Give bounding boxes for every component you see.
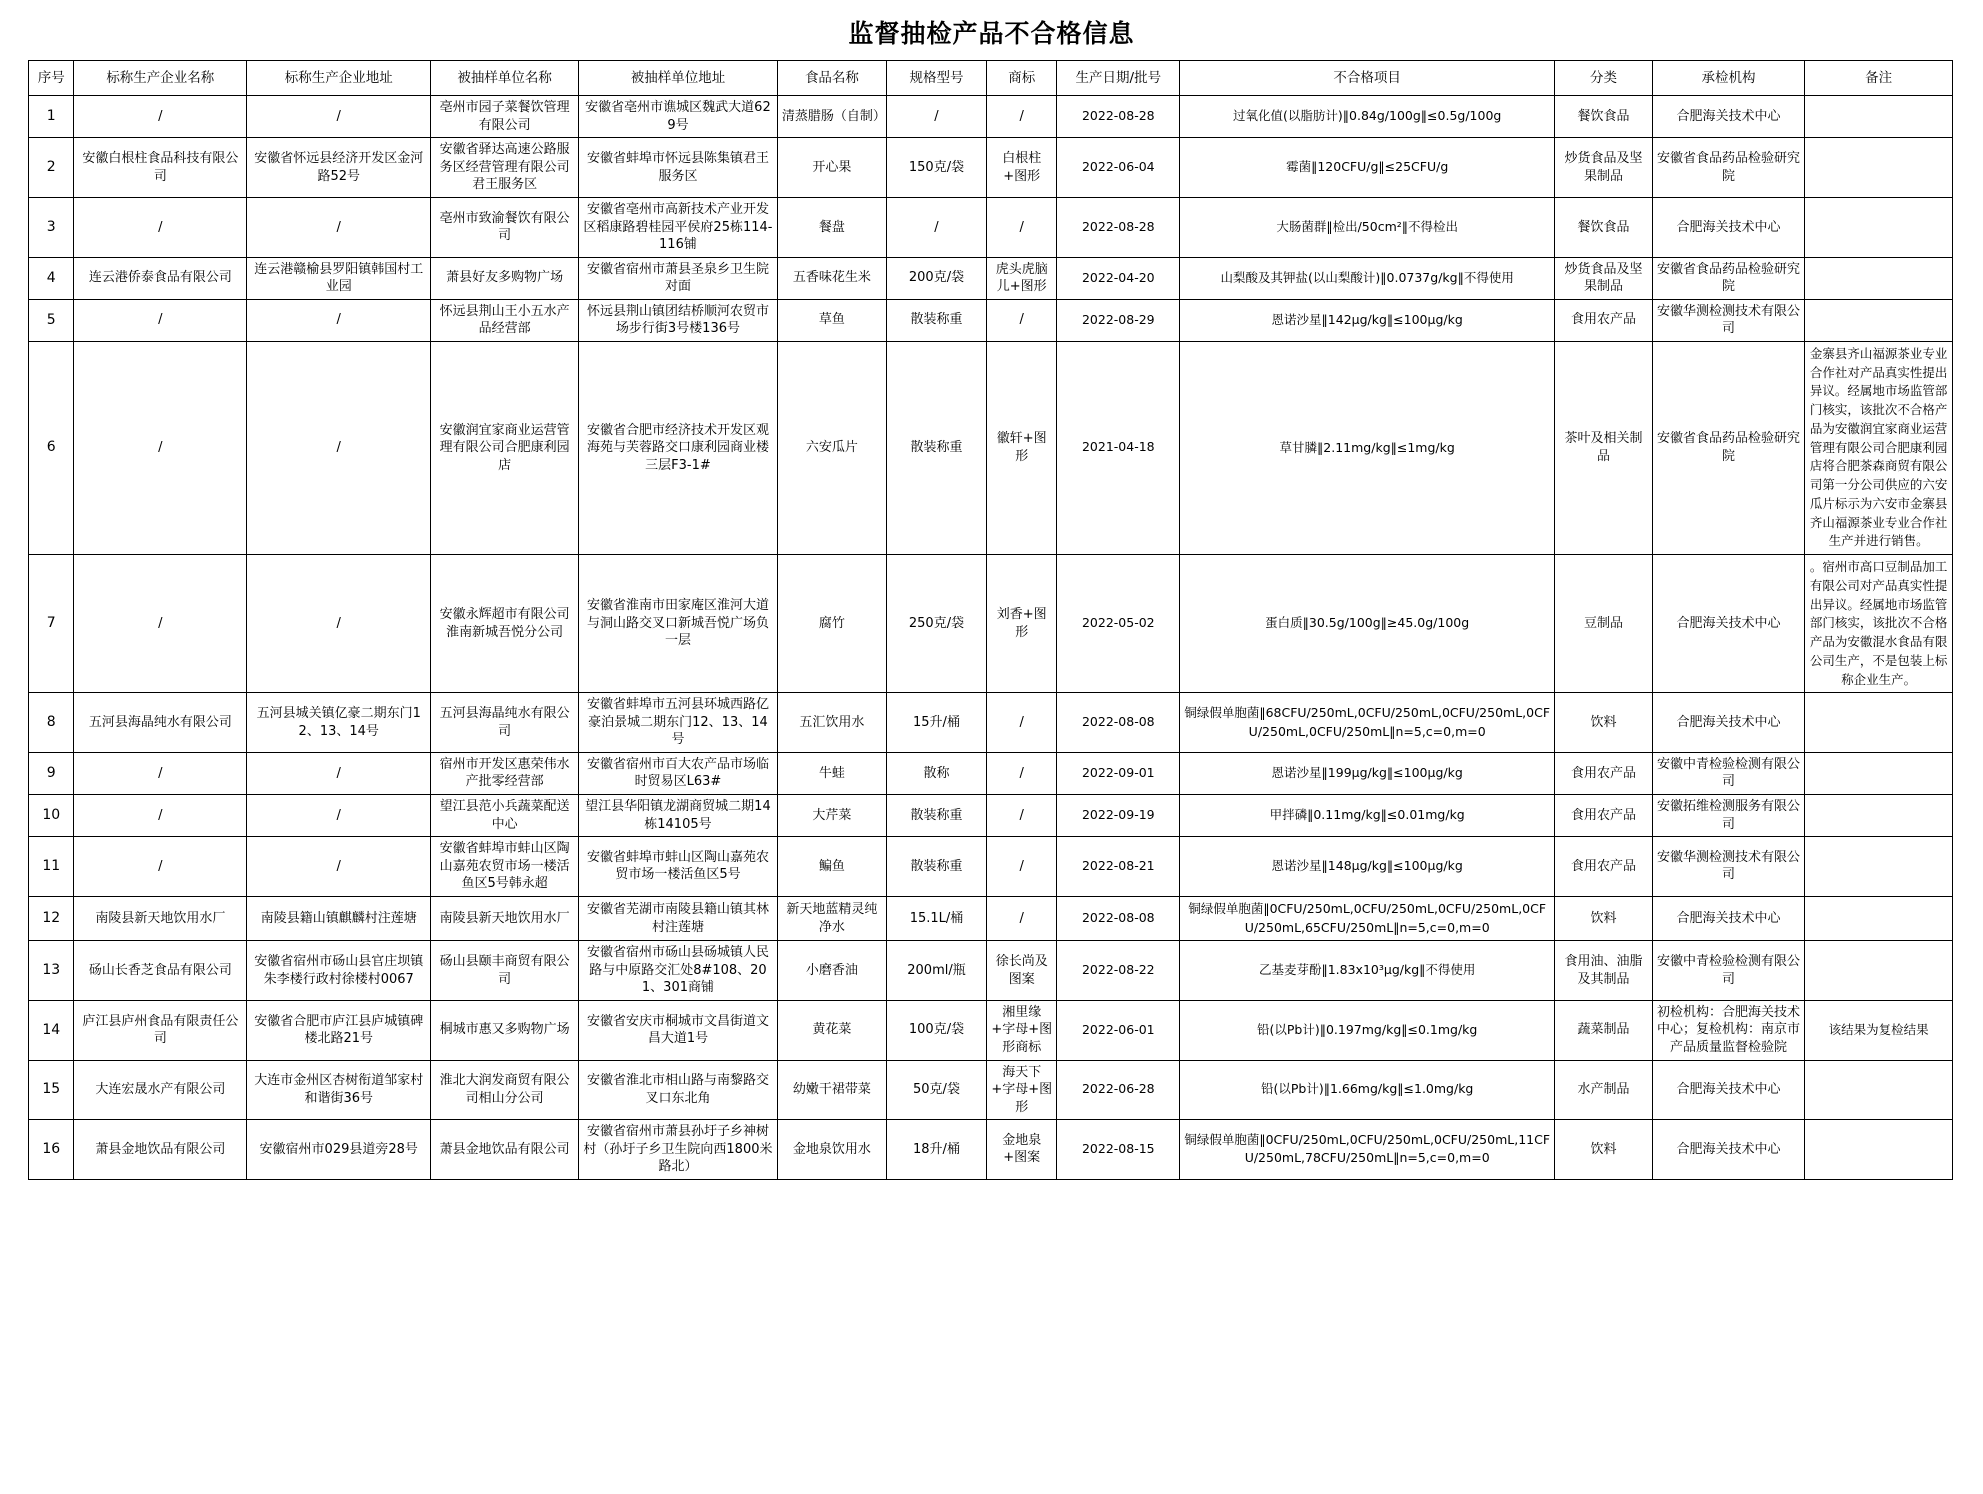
- cell-unqualified-item: 山梨酸及其钾盐(以山梨酸计)‖0.0737g/kg‖不得使用: [1180, 257, 1555, 299]
- cell-spec: 250克/袋: [886, 555, 986, 693]
- cell-production-date: 2022-06-01: [1057, 1000, 1180, 1060]
- cell-producer-address: 安徽省合肥市庐江县庐城镇碑楼北路21号: [247, 1000, 431, 1060]
- cell-spec: 50克/袋: [886, 1060, 986, 1120]
- cell-food-name: 鳊鱼: [777, 837, 886, 897]
- cell-unqualified-item: 恩诺沙星‖199μg/kg‖≤100μg/kg: [1180, 752, 1555, 794]
- cell-brand: 刘香+图形: [986, 555, 1056, 693]
- cell-sampled-unit-address: 安徽省蚌埠市怀远县陈集镇君王服务区: [579, 138, 778, 198]
- cell-food-name: 开心果: [777, 138, 886, 198]
- cell-sampled-unit-name: 淮北大润发商贸有限公司相山分公司: [431, 1060, 579, 1120]
- cell-brand: 湘里缘+字母+图形商标: [986, 1000, 1056, 1060]
- cell-sampled-unit-address: 安徽省蚌埠市五河县环城西路亿豪泊景城二期东门12、13、14号: [579, 693, 778, 753]
- cell-index: 6: [29, 341, 74, 554]
- cell-inspection-agency: 初检机构：合肥海关技术中心；复检机构：南京市产品质量监督检验院: [1652, 1000, 1804, 1060]
- cell-sampled-unit-name: 南陵县新天地饮用水厂: [431, 896, 579, 941]
- cell-unqualified-item: 草甘膦‖2.11mg/kg‖≤1mg/kg: [1180, 341, 1555, 554]
- cell-brand: 徐长尚及图案: [986, 941, 1056, 1001]
- cell-spec: 150克/袋: [886, 138, 986, 198]
- cell-production-date: 2022-08-29: [1057, 299, 1180, 341]
- cell-index: 13: [29, 941, 74, 1001]
- column-header-brand: 商标: [986, 61, 1056, 96]
- cell-sampled-unit-name: 宿州市开发区惠荣伟水产批零经营部: [431, 752, 579, 794]
- cell-food-name: 五汇饮用水: [777, 693, 886, 753]
- cell-spec: /: [886, 197, 986, 257]
- cell-spec: 200ml/瓶: [886, 941, 986, 1001]
- cell-index: 3: [29, 197, 74, 257]
- column-header-remark: 备注: [1805, 61, 1953, 96]
- cell-sampled-unit-name: 亳州市园子菜餐饮管理有限公司: [431, 96, 579, 138]
- table-row: [29, 837, 1953, 897]
- cell-category: 食用农产品: [1555, 795, 1653, 837]
- cell-index: 5: [29, 299, 74, 341]
- column-header-index: 序号: [29, 61, 74, 96]
- cell-remark: [1805, 693, 1953, 753]
- cell-producer-address: 大连市金州区杏树衔道邹家村和谐街36号: [247, 1060, 431, 1120]
- cell-production-date: 2022-08-08: [1057, 896, 1180, 941]
- cell-remark: [1805, 197, 1953, 257]
- cell-remark: 金寨县齐山福源茶业专业合作社对产品真实性提出异议。经属地市场监管部门核实，该批次不合格产品为安徽润宜家商业运营管理有限公司合肥康利园店将合肥茶森商贸有限公司第一分公司供应的六安瓜片标示为六安市金寨县齐山福源茶业专业合作社生产并进行销售。: [1805, 341, 1953, 554]
- cell-unqualified-item: 铜绿假单胞菌‖0CFU/250mL,0CFU/250mL,0CFU/250mL,0CFU/250mL,65CFU/250mL‖n=5,c=0,m=0: [1180, 896, 1555, 941]
- cell-unqualified-item: 乙基麦芽酚‖1.83x10³μg/kg‖不得使用: [1180, 941, 1555, 1001]
- cell-producer-name: 安徽白根柱食品科技有限公司: [74, 138, 247, 198]
- cell-sampled-unit-name: 安徽润宜家商业运营管理有限公司合肥康利园店: [431, 341, 579, 554]
- cell-unqualified-item: 铜绿假单胞菌‖0CFU/250mL,0CFU/250mL,0CFU/250mL,11CFU/250mL,78CFU/250mL‖n=5,c=0,m=0: [1180, 1120, 1555, 1180]
- cell-inspection-agency: 安徽华测检测技术有限公司: [1652, 837, 1804, 897]
- cell-food-name: 大芹菜: [777, 795, 886, 837]
- cell-remark: 。宿州市高口豆制品加工有限公司对产品真实性提出异议。经属地市场监管部门核实，该批次不合格产品为安徽混水食品有限公司生产，不是包装上标称企业生产。: [1805, 555, 1953, 693]
- table-header-row: [29, 61, 1953, 96]
- cell-remark: [1805, 941, 1953, 1001]
- cell-producer-name: /: [74, 197, 247, 257]
- cell-producer-name: 大连宏晟水产有限公司: [74, 1060, 247, 1120]
- cell-sampled-unit-address: 安徽省安庆市桐城市文昌街道文昌大道1号: [579, 1000, 778, 1060]
- cell-production-date: 2022-08-28: [1057, 197, 1180, 257]
- cell-production-date: 2022-08-08: [1057, 693, 1180, 753]
- cell-sampled-unit-name: 亳州市致渝餐饮有限公司: [431, 197, 579, 257]
- cell-inspection-agency: 安徽省食品药品检验研究院: [1652, 138, 1804, 198]
- cell-producer-address: 连云港赣榆县罗阳镇韩国村工业园: [247, 257, 431, 299]
- cell-production-date: 2022-09-01: [1057, 752, 1180, 794]
- cell-spec: /: [886, 96, 986, 138]
- cell-index: 16: [29, 1120, 74, 1180]
- cell-producer-name: 南陵县新天地饮用水厂: [74, 896, 247, 941]
- cell-category: 炒货食品及坚果制品: [1555, 138, 1653, 198]
- cell-spec: 200克/袋: [886, 257, 986, 299]
- cell-remark: [1805, 96, 1953, 138]
- cell-index: 11: [29, 837, 74, 897]
- cell-producer-name: /: [74, 96, 247, 138]
- cell-category: 炒货食品及坚果制品: [1555, 257, 1653, 299]
- column-header-unqualified-item: 不合格项目: [1180, 61, 1555, 96]
- cell-food-name: 幼嫩干裙带菜: [777, 1060, 886, 1120]
- cell-inspection-agency: 合肥海关技术中心: [1652, 1120, 1804, 1180]
- cell-inspection-agency: 合肥海关技术中心: [1652, 1060, 1804, 1120]
- cell-remark: 该结果为复检结果: [1805, 1000, 1953, 1060]
- cell-producer-name: /: [74, 341, 247, 554]
- cell-remark: [1805, 896, 1953, 941]
- inspection-results-table: [28, 60, 1953, 1180]
- cell-producer-name: 五河县海晶纯水有限公司: [74, 693, 247, 753]
- cell-brand: 徽轩+图形: [986, 341, 1056, 554]
- cell-category: 饮料: [1555, 1120, 1653, 1180]
- cell-producer-address: /: [247, 299, 431, 341]
- cell-index: 15: [29, 1060, 74, 1120]
- cell-food-name: 新天地蓝精灵纯净水: [777, 896, 886, 941]
- cell-sampled-unit-address: 安徽省亳州市高新技术产业开发区稻康路碧桂园平侯府25栋114-116铺: [579, 197, 778, 257]
- cell-production-date: 2022-06-28: [1057, 1060, 1180, 1120]
- cell-sampled-unit-name: 望江县范小兵蔬菜配送中心: [431, 795, 579, 837]
- table-row: [29, 197, 1953, 257]
- cell-sampled-unit-name: 萧县金地饮品有限公司: [431, 1120, 579, 1180]
- cell-inspection-agency: 合肥海关技术中心: [1652, 96, 1804, 138]
- cell-spec: 100克/袋: [886, 1000, 986, 1060]
- table-row: [29, 1000, 1953, 1060]
- cell-sampled-unit-address: 安徽省宿州市萧县孙圩子乡神树村（孙圩子乡卫生院向西1800米路北）: [579, 1120, 778, 1180]
- cell-sampled-unit-name: 安徽省蚌埠市蚌山区陶山嘉苑农贸市场一楼活鱼区5号韩永超: [431, 837, 579, 897]
- cell-category: 食用农产品: [1555, 837, 1653, 897]
- cell-category: 豆制品: [1555, 555, 1653, 693]
- cell-producer-address: 五河县城关镇亿豪二期东门12、13、14号: [247, 693, 431, 753]
- column-header-category: 分类: [1555, 61, 1653, 96]
- table-row: [29, 138, 1953, 198]
- cell-producer-name: 砀山长香芝食品有限公司: [74, 941, 247, 1001]
- cell-inspection-agency: 安徽省食品药品检验研究院: [1652, 341, 1804, 554]
- table-row: [29, 341, 1953, 554]
- cell-spec: 18升/桶: [886, 1120, 986, 1180]
- cell-producer-name: /: [74, 299, 247, 341]
- column-header-sampled-unit-address: 被抽样单位地址: [579, 61, 778, 96]
- cell-sampled-unit-address: 安徽省亳州市谯城区魏武大道629号: [579, 96, 778, 138]
- cell-sampled-unit-address: 怀远县荆山镇团结桥顺河农贸市场步行街3号楼136号: [579, 299, 778, 341]
- cell-remark: [1805, 752, 1953, 794]
- cell-unqualified-item: 铅(以Pb计)‖0.197mg/kg‖≤0.1mg/kg: [1180, 1000, 1555, 1060]
- table-row: [29, 257, 1953, 299]
- cell-producer-address: /: [247, 795, 431, 837]
- cell-inspection-agency: 安徽中青检验检测有限公司: [1652, 941, 1804, 1001]
- cell-category: 水产制品: [1555, 1060, 1653, 1120]
- table-row: [29, 693, 1953, 753]
- cell-remark: [1805, 837, 1953, 897]
- cell-sampled-unit-name: 萧县好友多购物广场: [431, 257, 579, 299]
- cell-sampled-unit-name: 桐城市惠又多购物广场: [431, 1000, 579, 1060]
- column-header-food-name: 食品名称: [777, 61, 886, 96]
- cell-inspection-agency: 安徽省食品药品检验研究院: [1652, 257, 1804, 299]
- column-header-production-date: 生产日期/批号: [1057, 61, 1180, 96]
- column-header-spec: 规格型号: [886, 61, 986, 96]
- cell-unqualified-item: 霉菌‖120CFU/g‖≤25CFU/g: [1180, 138, 1555, 198]
- cell-unqualified-item: 铜绿假单胞菌‖68CFU/250mL,0CFU/250mL,0CFU/250mL,0CFU/250mL,0CFU/250mL‖n=5,c=0,m=0: [1180, 693, 1555, 753]
- cell-producer-address: 安徽省怀远县经济开发区金河路52号: [247, 138, 431, 198]
- cell-category: 饮料: [1555, 693, 1653, 753]
- cell-brand: 海天下+字母+图形: [986, 1060, 1056, 1120]
- cell-index: 1: [29, 96, 74, 138]
- cell-producer-name: 萧县金地饮品有限公司: [74, 1120, 247, 1180]
- cell-brand: 虎头虎脑儿+图形: [986, 257, 1056, 299]
- cell-unqualified-item: 过氧化值(以脂肪计)‖0.84g/100g‖≤0.5g/100g: [1180, 96, 1555, 138]
- cell-brand: /: [986, 197, 1056, 257]
- cell-category: 蔬菜制品: [1555, 1000, 1653, 1060]
- cell-spec: 散装称重: [886, 299, 986, 341]
- cell-index: 8: [29, 693, 74, 753]
- cell-inspection-agency: 合肥海关技术中心: [1652, 555, 1804, 693]
- cell-producer-name: 庐江县庐州食品有限责任公司: [74, 1000, 247, 1060]
- cell-inspection-agency: 合肥海关技术中心: [1652, 693, 1804, 753]
- cell-brand: /: [986, 795, 1056, 837]
- cell-food-name: 餐盘: [777, 197, 886, 257]
- cell-index: 2: [29, 138, 74, 198]
- cell-remark: [1805, 299, 1953, 341]
- cell-index: 12: [29, 896, 74, 941]
- cell-sampled-unit-address: 望江县华阳镇龙湖商贸城二期14栋14105号: [579, 795, 778, 837]
- cell-index: 4: [29, 257, 74, 299]
- cell-category: 茶叶及相关制品: [1555, 341, 1653, 554]
- cell-spec: 散装称重: [886, 795, 986, 837]
- cell-sampled-unit-address: 安徽省蚌埠市蚌山区陶山嘉苑农贸市场一楼活鱼区5号: [579, 837, 778, 897]
- cell-inspection-agency: 安徽拓维检测服务有限公司: [1652, 795, 1804, 837]
- cell-spec: 散装称重: [886, 341, 986, 554]
- table-row: [29, 1120, 1953, 1180]
- cell-brand: /: [986, 896, 1056, 941]
- cell-sampled-unit-address: 安徽省淮南市田家庵区淮河大道与洞山路交叉口新城吾悦广场负一层: [579, 555, 778, 693]
- cell-sampled-unit-name: 安徽省驿达高速公路服务区经营管理有限公司君王服务区: [431, 138, 579, 198]
- table-row: [29, 795, 1953, 837]
- table-row: [29, 1060, 1953, 1120]
- cell-production-date: 2022-08-28: [1057, 96, 1180, 138]
- cell-sampled-unit-address: 安徽省宿州市萧县圣泉乡卫生院对面: [579, 257, 778, 299]
- column-header-inspection-agency: 承检机构: [1652, 61, 1804, 96]
- cell-category: 食用农产品: [1555, 752, 1653, 794]
- column-header-producer-name: 标称生产企业名称: [74, 61, 247, 96]
- cell-index: 7: [29, 555, 74, 693]
- cell-food-name: 牛蛙: [777, 752, 886, 794]
- cell-inspection-agency: 安徽中青检验检测有限公司: [1652, 752, 1804, 794]
- cell-inspection-agency: 安徽华测检测技术有限公司: [1652, 299, 1804, 341]
- cell-unqualified-item: 恩诺沙星‖148μg/kg‖≤100μg/kg: [1180, 837, 1555, 897]
- cell-production-date: 2022-06-04: [1057, 138, 1180, 198]
- cell-category: 餐饮食品: [1555, 197, 1653, 257]
- cell-remark: [1805, 257, 1953, 299]
- cell-index: 14: [29, 1000, 74, 1060]
- cell-food-name: 清蒸腊肠（自制）: [777, 96, 886, 138]
- cell-remark: [1805, 1120, 1953, 1180]
- cell-food-name: 五香味花生米: [777, 257, 886, 299]
- cell-brand: /: [986, 96, 1056, 138]
- cell-producer-address: /: [247, 197, 431, 257]
- cell-spec: 15升/桶: [886, 693, 986, 753]
- cell-producer-name: /: [74, 555, 247, 693]
- table-row: [29, 96, 1953, 138]
- cell-producer-address: /: [247, 555, 431, 693]
- cell-brand: /: [986, 693, 1056, 753]
- cell-food-name: 金地泉饮用水: [777, 1120, 886, 1180]
- cell-sampled-unit-name: 砀山县颐丰商贸有限公司: [431, 941, 579, 1001]
- cell-food-name: 腐竹: [777, 555, 886, 693]
- cell-unqualified-item: 铅(以Pb计)‖1.66mg/kg‖≤1.0mg/kg: [1180, 1060, 1555, 1120]
- cell-category: 饮料: [1555, 896, 1653, 941]
- cell-sampled-unit-address: 安徽省宿州市砀山县砀城镇人民路与中原路交汇处8#108、201、301商铺: [579, 941, 778, 1001]
- cell-food-name: 小磨香油: [777, 941, 886, 1001]
- cell-index: 10: [29, 795, 74, 837]
- cell-brand: /: [986, 837, 1056, 897]
- cell-production-date: 2021-04-18: [1057, 341, 1180, 554]
- cell-producer-address: /: [247, 837, 431, 897]
- cell-unqualified-item: 甲拌磷‖0.11mg/kg‖≤0.01mg/kg: [1180, 795, 1555, 837]
- column-header-producer-address: 标称生产企业地址: [247, 61, 431, 96]
- cell-producer-name: /: [74, 795, 247, 837]
- cell-unqualified-item: 恩诺沙星‖142μg/kg‖≤100μg/kg: [1180, 299, 1555, 341]
- cell-sampled-unit-address: 安徽省淮北市相山路与南黎路交叉口东北角: [579, 1060, 778, 1120]
- cell-producer-address: /: [247, 341, 431, 554]
- cell-producer-address: 安徽宿州市029县道旁28号: [247, 1120, 431, 1180]
- cell-producer-address: 南陵县籍山镇麒麟村注莲塘: [247, 896, 431, 941]
- cell-category: 餐饮食品: [1555, 96, 1653, 138]
- cell-remark: [1805, 1060, 1953, 1120]
- cell-producer-address: 安徽省宿州市砀山县官庄坝镇朱李楼行政村徐楼村0067: [247, 941, 431, 1001]
- table-body: [29, 96, 1953, 1180]
- cell-sampled-unit-address: 安徽省宿州市百大农产品市场临时贸易区L63#: [579, 752, 778, 794]
- column-header-sampled-unit-name: 被抽样单位名称: [431, 61, 579, 96]
- cell-food-name: 草鱼: [777, 299, 886, 341]
- cell-spec: 散称: [886, 752, 986, 794]
- cell-category: 食用油、油脂及其制品: [1555, 941, 1653, 1001]
- cell-brand: /: [986, 752, 1056, 794]
- cell-brand: 白根柱+图形: [986, 138, 1056, 198]
- cell-unqualified-item: 蛋白质‖30.5g/100g‖≥45.0g/100g: [1180, 555, 1555, 693]
- cell-sampled-unit-name: 五河县海晶纯水有限公司: [431, 693, 579, 753]
- cell-brand: 金地泉+图案: [986, 1120, 1056, 1180]
- cell-spec: 散装称重: [886, 837, 986, 897]
- cell-production-date: 2022-08-21: [1057, 837, 1180, 897]
- cell-producer-name: /: [74, 837, 247, 897]
- cell-remark: [1805, 138, 1953, 198]
- table-row: [29, 555, 1953, 693]
- cell-brand: /: [986, 299, 1056, 341]
- cell-producer-name: /: [74, 752, 247, 794]
- cell-food-name: 六安瓜片: [777, 341, 886, 554]
- cell-production-date: 2022-08-15: [1057, 1120, 1180, 1180]
- cell-index: 9: [29, 752, 74, 794]
- cell-sampled-unit-name: 怀远县荆山王小五水产品经营部: [431, 299, 579, 341]
- cell-inspection-agency: 合肥海关技术中心: [1652, 896, 1804, 941]
- page-title: 监督抽检产品不合格信息: [848, 19, 1135, 48]
- cell-producer-address: /: [247, 96, 431, 138]
- cell-sampled-unit-address: 安徽省芜湖市南陵县籍山镇其林村注莲塘: [579, 896, 778, 941]
- cell-remark: [1805, 795, 1953, 837]
- cell-production-date: 2022-05-02: [1057, 555, 1180, 693]
- cell-spec: 15.1L/桶: [886, 896, 986, 941]
- cell-inspection-agency: 合肥海关技术中心: [1652, 197, 1804, 257]
- cell-food-name: 黄花菜: [777, 1000, 886, 1060]
- table-row: [29, 752, 1953, 794]
- table-row: [29, 896, 1953, 941]
- table-row: [29, 941, 1953, 1001]
- cell-producer-address: /: [247, 752, 431, 794]
- cell-production-date: 2022-08-22: [1057, 941, 1180, 1001]
- cell-producer-name: 连云港侨泰食品有限公司: [74, 257, 247, 299]
- cell-sampled-unit-name: 安徽永辉超市有限公司淮南新城吾悦分公司: [431, 555, 579, 693]
- cell-production-date: 2022-09-19: [1057, 795, 1180, 837]
- cell-category: 食用农产品: [1555, 299, 1653, 341]
- cell-unqualified-item: 大肠菌群‖检出/50cm²‖不得检出: [1180, 197, 1555, 257]
- cell-sampled-unit-address: 安徽省合肥市经济技术开发区观海苑与芙蓉路交口康利园商业楼三层F3-1#: [579, 341, 778, 554]
- cell-production-date: 2022-04-20: [1057, 257, 1180, 299]
- table-row: [29, 299, 1953, 341]
